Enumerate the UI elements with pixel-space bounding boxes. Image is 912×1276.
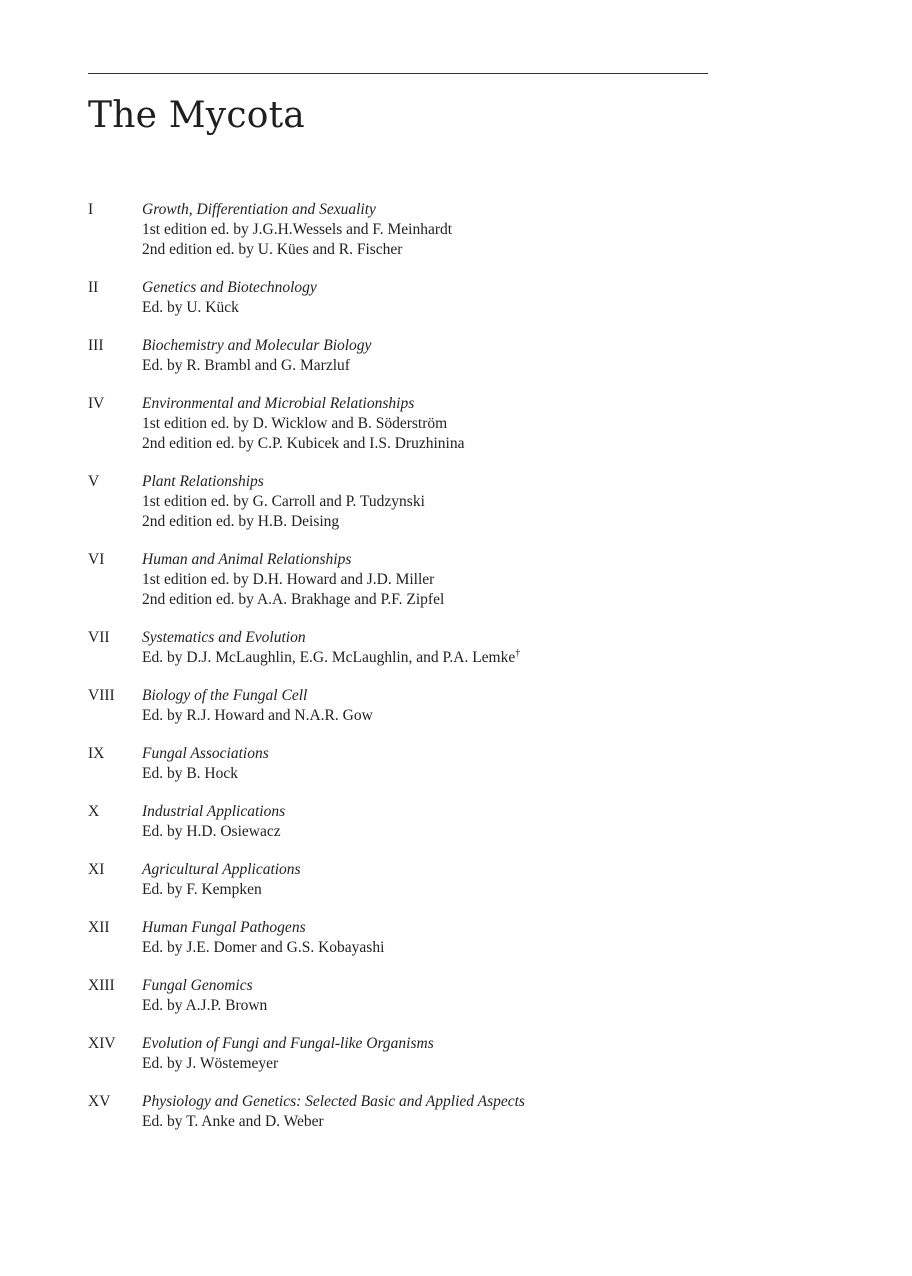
volume-editor-line (142, 298, 788, 318)
volume-editor-line (142, 706, 788, 726)
volume-number: IV (88, 395, 105, 412)
volume-editor-line (142, 434, 788, 454)
volume-entry (88, 860, 788, 900)
volume-title: Agricultural Applications (142, 861, 301, 878)
volume-title: Systematics and Evolution (142, 629, 306, 646)
volume-editor-line (142, 996, 788, 1016)
editor-text: Ed. by D.J. McLaughlin, E.G. McLaughlin, and P.A. Lemke (142, 649, 516, 666)
volume-editor-line (142, 590, 788, 610)
volume-entry (88, 336, 788, 376)
volume-editor-line (142, 1054, 788, 1074)
editor-text: Ed. by R.J. Howard and N.A.R. Gow (142, 707, 373, 724)
editor-text: 2nd edition ed. by A.A. Brakhage and P.F. Zipfel (142, 591, 445, 608)
volume-editor-line (142, 880, 788, 900)
volume-editor-line (142, 356, 788, 376)
volume-number: XIV (88, 1035, 116, 1052)
volume-editor-line (142, 764, 788, 784)
volume-list (88, 200, 788, 1150)
editor-text: Ed. by F. Kempken (142, 881, 262, 898)
editor-text: Ed. by J. Wöstemeyer (142, 1055, 279, 1072)
volume-entry (88, 918, 788, 958)
volume-editor-line (142, 492, 788, 512)
volume-details (142, 860, 788, 900)
volume-details (142, 628, 788, 668)
volume-details (142, 336, 788, 376)
volume-details (142, 976, 788, 1016)
volume-entry (88, 976, 788, 1016)
volume-number: II (88, 279, 99, 296)
editor-text: 2nd edition ed. by H.B. Deising (142, 513, 340, 530)
volume-number: V (88, 473, 100, 490)
editor-text: 1st edition ed. by D.H. Howard and J.D. Miller (142, 571, 435, 588)
volume-details (142, 200, 788, 260)
volume-title: Fungal Genomics (142, 977, 253, 994)
volume-editor-line (142, 414, 788, 434)
volume-editor-line (142, 240, 788, 260)
deceased-dagger-mark: † (515, 647, 521, 659)
volume-number: VI (88, 551, 105, 568)
volume-title: Biochemistry and Molecular Biology (142, 337, 372, 354)
editor-text: 2nd edition ed. by U. Kües and R. Fischer (142, 241, 403, 258)
volume-entry (88, 278, 788, 318)
volume-details (142, 802, 788, 842)
editor-text: 1st edition ed. by D. Wicklow and B. Söderström (142, 415, 448, 432)
series-title: The Mycota (88, 95, 305, 136)
volume-title: Industrial Applications (142, 803, 286, 820)
volume-details (142, 472, 788, 532)
volume-title: Biology of the Fungal Cell (142, 687, 308, 704)
volume-editor-line (142, 220, 788, 240)
editor-text: Ed. by T. Anke and D. Weber (142, 1113, 324, 1130)
volume-number: XII (88, 919, 110, 936)
volume-title: Plant Relationships (142, 473, 264, 490)
volume-entry (88, 628, 788, 668)
volume-title: Genetics and Biotechnology (142, 279, 317, 296)
volume-entry (88, 200, 788, 260)
volume-entry (88, 744, 788, 784)
volume-editor-line (142, 822, 788, 842)
volume-title: Physiology and Genetics: Selected Basic and Applied Aspects (142, 1093, 525, 1110)
editor-text: Ed. by J.E. Domer and G.S. Kobayashi (142, 939, 385, 956)
volume-editor-line (142, 1112, 788, 1132)
editor-text: Ed. by B. Hock (142, 765, 239, 782)
volume-entry (88, 394, 788, 454)
volume-number: VIII (88, 687, 115, 704)
volume-details (142, 1034, 788, 1074)
volume-number: XI (88, 861, 105, 878)
volume-title: Human Fungal Pathogens (142, 919, 306, 936)
volume-details (142, 394, 788, 454)
volume-title: Environmental and Microbial Relationships (142, 395, 415, 412)
editor-text: 1st edition ed. by J.G.H.Wessels and F. Meinhardt (142, 221, 453, 238)
volume-editor-line (142, 512, 788, 532)
volume-number: X (88, 803, 100, 820)
volume-number: XV (88, 1093, 111, 1110)
volume-number: VII (88, 629, 110, 646)
editor-text: Ed. by U. Kück (142, 299, 239, 316)
editor-text: Ed. by A.J.P. Brown (142, 997, 268, 1014)
editor-text: 2nd edition ed. by C.P. Kubicek and I.S. Druzhinina (142, 435, 465, 452)
volume-title: Fungal Associations (142, 745, 269, 762)
volume-number: III (88, 337, 104, 354)
volume-entry (88, 550, 788, 610)
volume-entry (88, 472, 788, 532)
volume-entry (88, 1092, 788, 1132)
volume-entry (88, 802, 788, 842)
volume-editor-line (142, 570, 788, 590)
volume-title: Human and Animal Relationships (142, 551, 352, 568)
volume-title: Growth, Differentiation and Sexuality (142, 201, 376, 218)
volume-editor-line (142, 648, 788, 668)
volume-entry (88, 1034, 788, 1074)
top-rule (88, 73, 708, 74)
volume-title: Evolution of Fungi and Fungal-like Organisms (142, 1035, 434, 1052)
volume-editor-line (142, 938, 788, 958)
volume-details (142, 918, 788, 958)
volume-details (142, 744, 788, 784)
volume-number: XIII (88, 977, 115, 994)
volume-number: IX (88, 745, 105, 762)
volume-details (142, 278, 788, 318)
volume-number: I (88, 201, 94, 218)
volume-entry (88, 686, 788, 726)
volume-details (142, 686, 788, 726)
volume-details (142, 550, 788, 610)
editor-text: Ed. by R. Brambl and G. Marzluf (142, 357, 350, 374)
editor-text: 1st edition ed. by G. Carroll and P. Tudzynski (142, 493, 425, 510)
editor-text: Ed. by H.D. Osiewacz (142, 823, 281, 840)
volume-details (142, 1092, 788, 1132)
